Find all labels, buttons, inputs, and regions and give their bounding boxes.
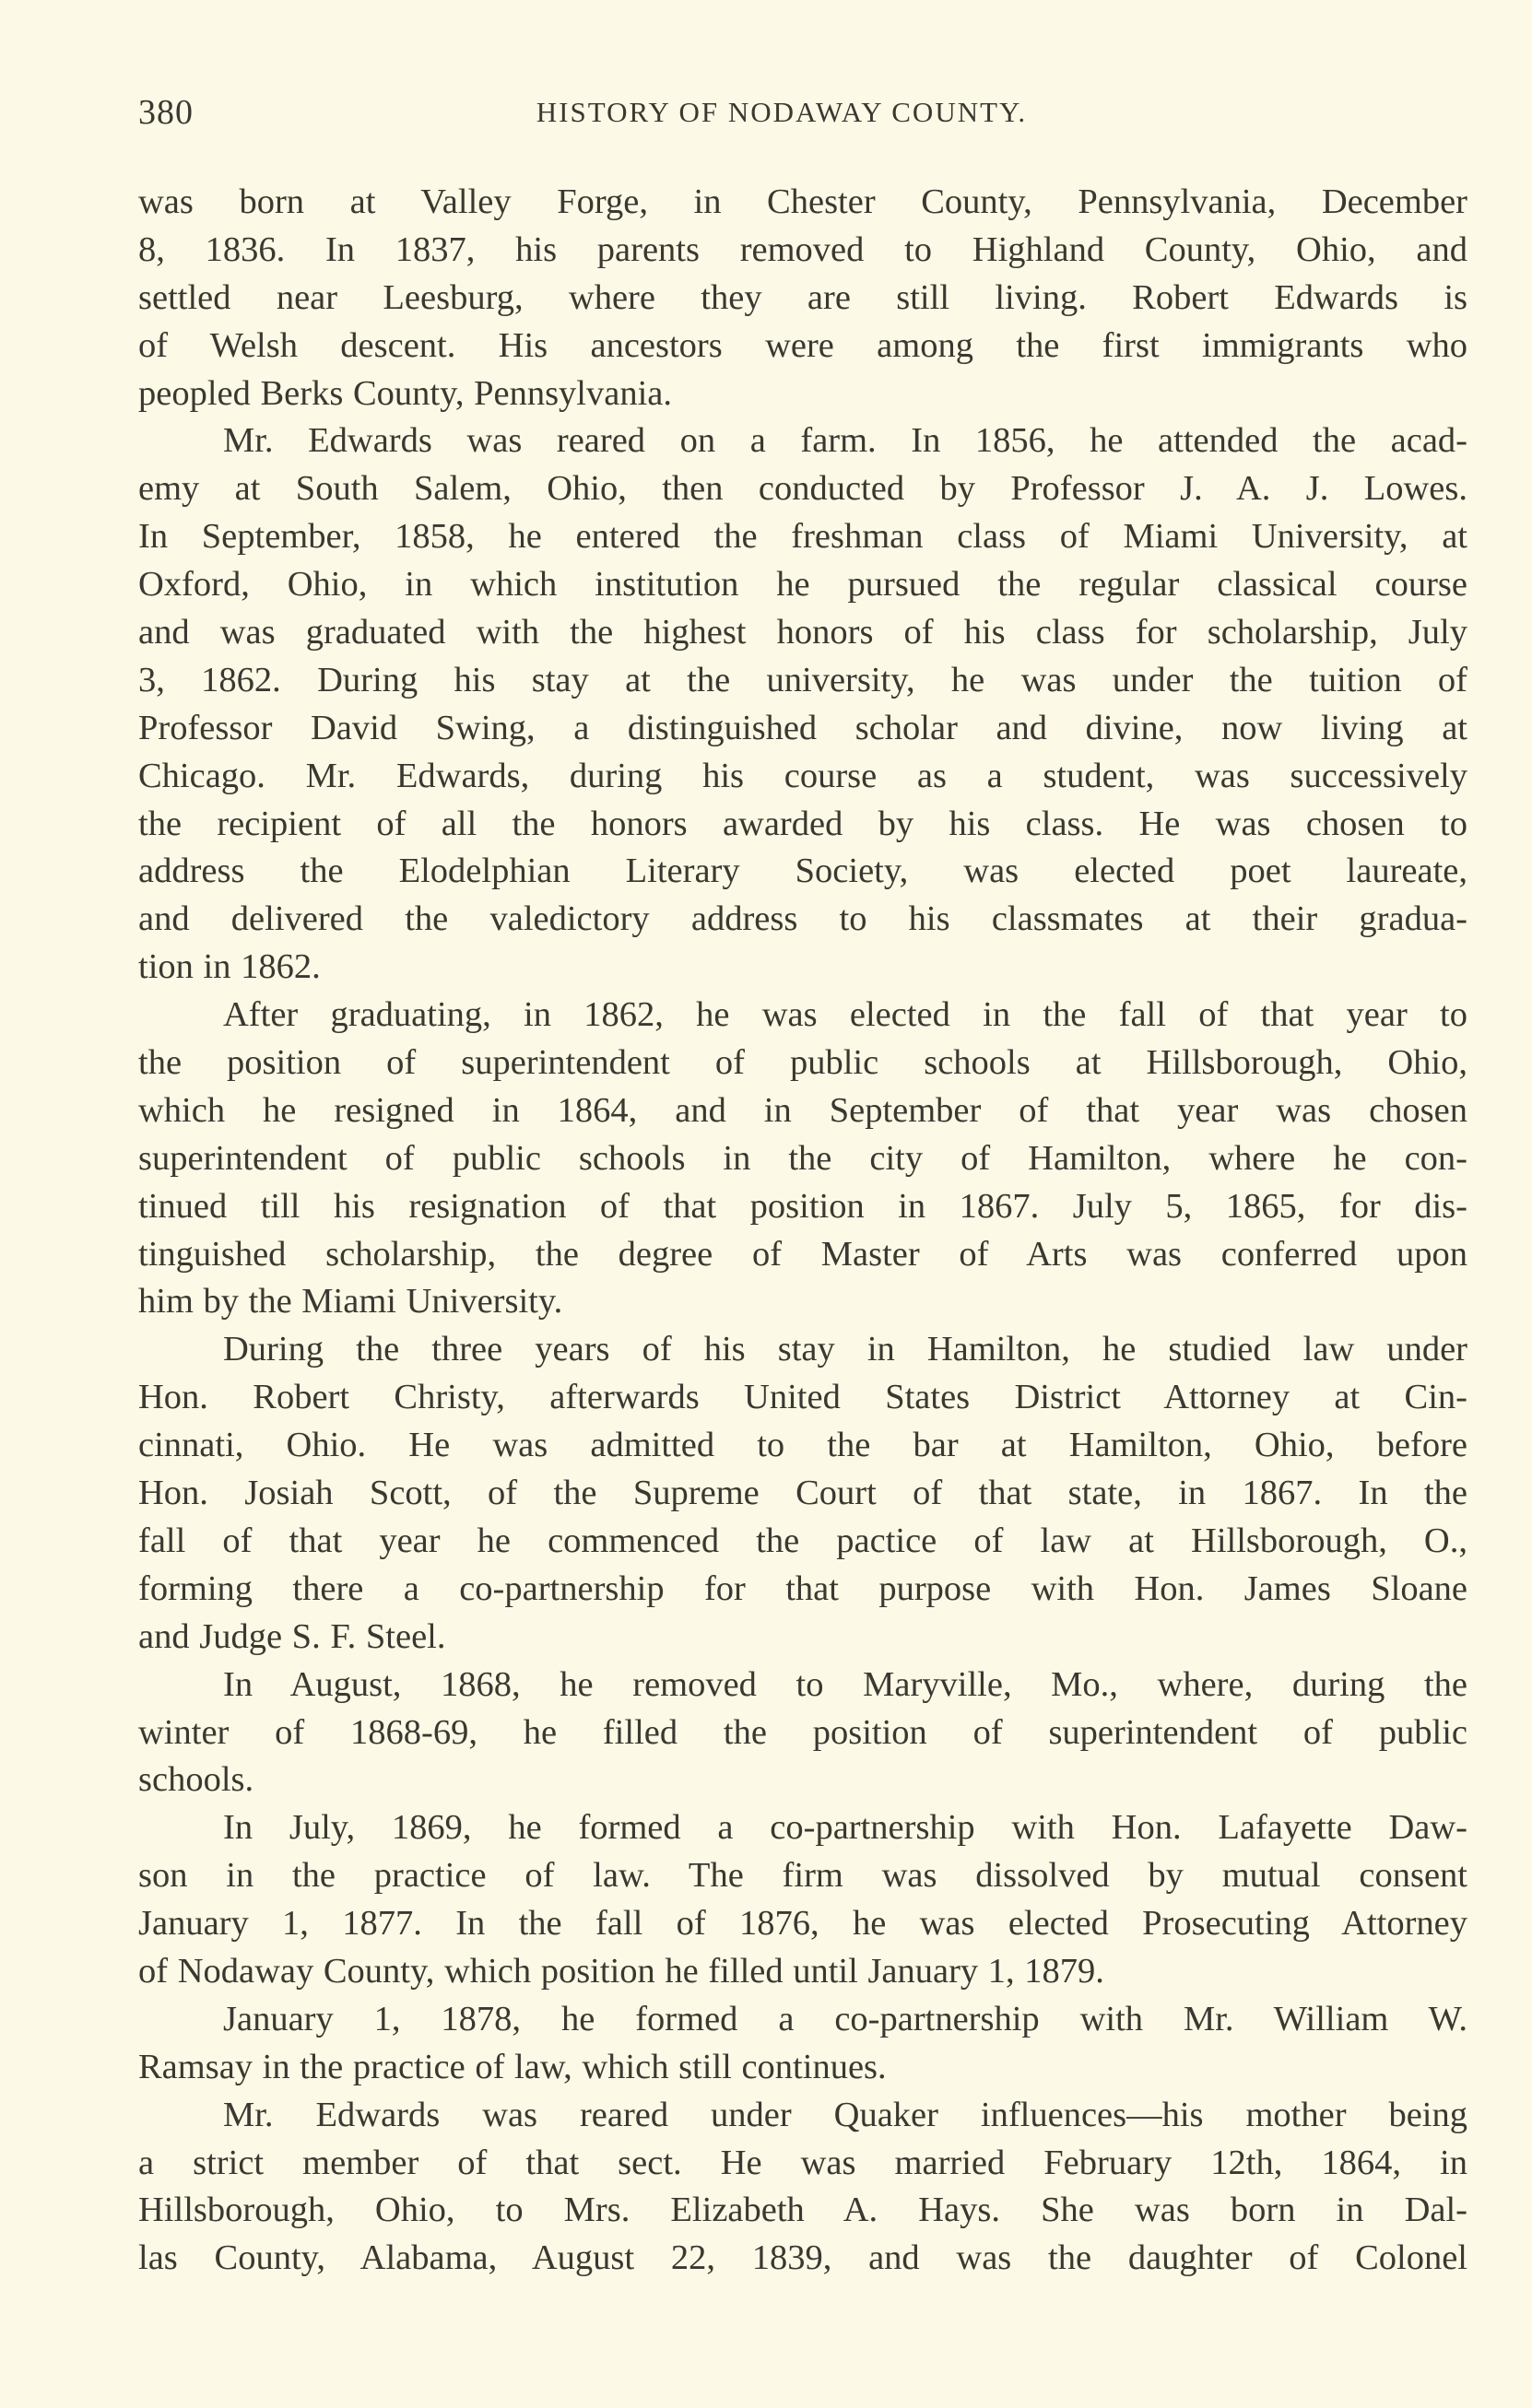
- text-line: the recipient of all the honors awarded by his class. He was chosen to: [138, 804, 1467, 843]
- text-line: forming there a co-partnership for that purpose with Hon. James Sloane: [138, 1568, 1467, 1608]
- text-line: schools.: [138, 1760, 254, 1800]
- text-line: January 1, 1877. In the fall of 1876, he was elected Prosecuting Attorney: [138, 1904, 1467, 1944]
- text-line: In September, 1858, he entered the freshman class of Miami University, at: [138, 517, 1467, 557]
- text-line: and delivered the valedictory address to his classmates at their gradua-: [138, 899, 1467, 939]
- text-line: of Nodaway County, which position he filled until January 1, 1879.: [138, 1951, 1104, 1991]
- text-line: During the three years of his stay in Hamilton, he studied law under: [223, 1330, 1467, 1369]
- text-line: him by the Miami University.: [138, 1282, 563, 1321]
- text-line: was born at Valley Forge, in Chester County, Pennsylvania, December: [138, 182, 1467, 221]
- text-line: superintendent of public schools in the city of Hamilton, where he con-: [138, 1138, 1467, 1178]
- text-line: Professor David Swing, a distinguished scholar and divine, now living at: [138, 708, 1467, 747]
- text-line: of Welsh descent. His ancestors were among the first immigrants who: [138, 325, 1467, 365]
- text-line: After graduating, in 1862, he was elected in the fall of that year to: [223, 995, 1467, 1035]
- text-line: Chicago. Mr. Edwards, during his course as a student, was successively: [138, 756, 1467, 795]
- text-line: which he resigned in 1864, and in September of that year was chosen: [138, 1090, 1467, 1130]
- text-line: winter of 1868-69, he filled the position of superintendent of public: [138, 1712, 1467, 1752]
- text-line: settled near Leesburg, where they are still living. Robert Edwards is: [138, 277, 1467, 317]
- text-line: a strict member of that sect. He was married February 12th, 1864, in: [138, 2143, 1467, 2182]
- text-line: and Judge S. F. Steel.: [138, 1616, 446, 1656]
- text-line: January 1, 1878, he formed a co-partnership with Mr. William W.: [223, 1999, 1467, 2038]
- text-line: 3, 1862. During his stay at the university, he was under the tuition of: [138, 660, 1467, 699]
- text-line: Oxford, Ohio, in which institution he pursued the regular classical course: [138, 565, 1467, 605]
- text-line: emy at South Salem, Ohio, then conducted by Professor J. A. J. Lowes.: [138, 469, 1467, 509]
- text-line: Hillsborough, Ohio, to Mrs. Elizabeth A. Hays. She was born in Dal-: [138, 2191, 1467, 2230]
- text-line: tion in 1862.: [138, 947, 321, 987]
- text-line: Mr. Edwards was reared on a farm. In 1856, he attended the acad-: [223, 421, 1467, 461]
- body-text: [138, 179, 1467, 2283]
- text-line: Ramsay in the practice of law, which still continues.: [138, 2047, 887, 2086]
- text-line: cinnati, Ohio. He was admitted to the bar at Hamilton, Ohio, before: [138, 1426, 1467, 1465]
- text-line: address the Elodelphian Literary Society, was elected poet laureate,: [138, 852, 1467, 891]
- text-line: tinguished scholarship, the degree of Master of Arts was conferred upon: [138, 1234, 1467, 1274]
- page-number: 380: [138, 93, 194, 132]
- text-line: 8, 1836. In 1837, his parents removed to Highland County, Ohio, and: [138, 229, 1467, 269]
- running-title: HISTORY OF NODAWAY COUNTY.: [536, 96, 1028, 128]
- text-line: In July, 1869, he formed a co-partnership with Hon. Lafayette Daw-: [223, 1808, 1467, 1848]
- text-line: Hon. Robert Christy, afterwards United States District Attorney at Cin-: [138, 1378, 1467, 1417]
- text-line: tinued till his resignation of that position in 1867. July 5, 1865, for dis-: [138, 1186, 1467, 1226]
- text-line: fall of that year he commenced the pactice of law at Hillsborough, O.,: [138, 1521, 1467, 1560]
- text-line: peopled Berks County, Pennsylvania.: [138, 373, 672, 413]
- text-line: Mr. Edwards was reared under Quaker influences—his mother being: [223, 2095, 1467, 2134]
- text-line: las County, Alabama, August 22, 1839, and was the daughter of Colonel: [138, 2238, 1467, 2278]
- text-line: the position of superintendent of public schools at Hillsborough, Ohio,: [138, 1043, 1467, 1083]
- text-line: son in the practice of law. The firm was dissolved by mutual consent: [138, 1856, 1467, 1896]
- text-line: Hon. Josiah Scott, of the Supreme Court of that state, in 1867. In the: [138, 1474, 1467, 1513]
- text-line: In August, 1868, he removed to Maryville, Mo., where, during the: [223, 1664, 1467, 1704]
- text-line: and was graduated with the highest honors of his class for scholarship, July: [138, 613, 1467, 652]
